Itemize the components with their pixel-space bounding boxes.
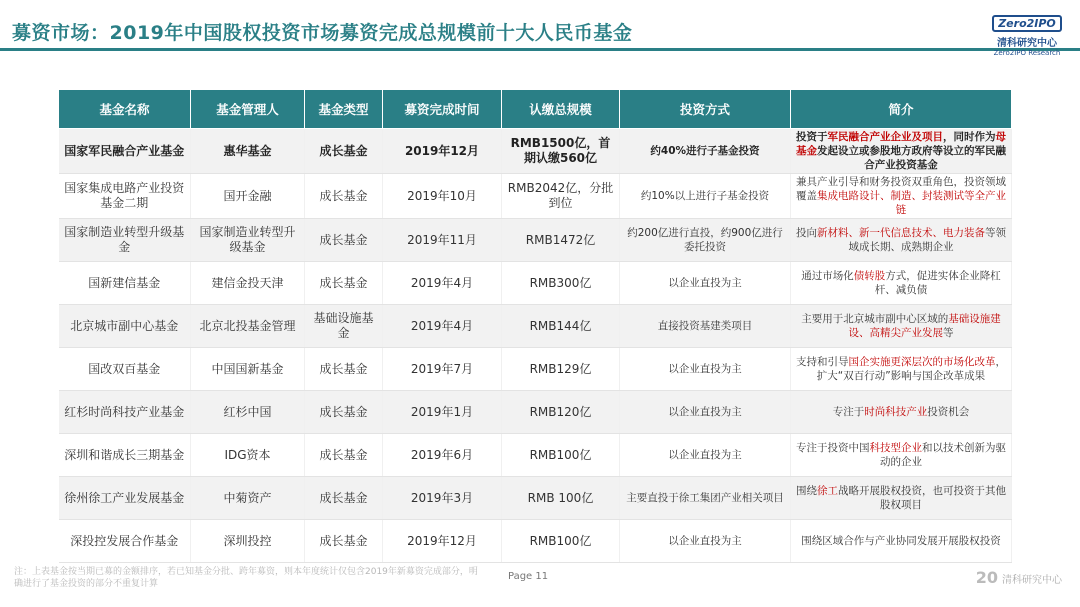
cell-size: RMB144亿: [502, 305, 620, 348]
cell-method: 约200亿进行直投，约900亿进行委托投资: [620, 219, 791, 262]
cell-date: 2019年4月: [383, 305, 502, 348]
column-header: 基金类型: [305, 90, 383, 129]
column-header: 投资方式: [620, 90, 791, 129]
cell-manager: 北京北投基金管理: [191, 305, 305, 348]
desc-text: 专注于投资中国: [796, 442, 870, 454]
cell-date: 2019年4月: [383, 262, 502, 305]
cell-manager: 红杉中国: [191, 391, 305, 434]
table-row: [59, 262, 1012, 305]
table-row: [59, 219, 1012, 262]
highlight-text: 集成电路设计、制造、封装测试等全产业链: [817, 190, 1006, 216]
footer-logo: [976, 568, 1062, 587]
cell-manager: 国开金融: [191, 174, 305, 219]
page-number: Page 11: [508, 571, 549, 582]
cell-type: 成长基金: [305, 434, 383, 477]
desc-text: 投向: [796, 227, 817, 239]
desc-text: 兼具产业引导和财务投资双重角色，投资领域覆盖: [796, 176, 1006, 202]
cell-method: 约40%进行子基金投资: [620, 129, 791, 174]
cell-name: 国家制造业转型升级基金: [59, 219, 191, 262]
cell-method: 以企业直投为主: [620, 348, 791, 391]
cell-manager: 中国国新基金: [191, 348, 305, 391]
cell-manager: 深圳投控: [191, 520, 305, 563]
cell-type: 成长基金: [305, 219, 383, 262]
highlight-text: 军民融合产业企业及项目: [827, 131, 943, 143]
highlight-text: 国企实施更深层次的市场化改革: [848, 356, 996, 368]
cell-name: 国家军民融合产业基金: [59, 129, 191, 174]
desc-text: 和以技术创新为驱动的企业: [880, 442, 1006, 468]
page-title: 募资市场：2019年中国股权投资市场募资完成总规模前十大人民币基金: [12, 22, 633, 44]
column-header: 基金管理人: [191, 90, 305, 129]
cell-size: RMB120亿: [502, 391, 620, 434]
cell-date: 2019年10月: [383, 174, 502, 219]
desc-text: 围绕: [796, 485, 817, 497]
highlight-text: 新材料、新一代信息技术、电力装备: [817, 227, 985, 239]
cell-type: 成长基金: [305, 477, 383, 520]
fund-table: [58, 89, 1012, 563]
cell-name: 国新建信基金: [59, 262, 191, 305]
table-row: [59, 305, 1012, 348]
cell-type: 成长基金: [305, 391, 383, 434]
cell-manager: 惠华基金: [191, 129, 305, 174]
desc-text: 投资机会: [927, 406, 970, 418]
cell-desc: [791, 477, 1012, 520]
desc-text: ，扩大“双百行动”影响与国企改革成果: [816, 356, 1006, 382]
logo-cn-text: 清科研究中心: [997, 38, 1057, 49]
cell-type: 成长基金: [305, 129, 383, 174]
cell-size: RMB2042亿，分批到位: [502, 174, 620, 219]
cell-size: RMB100亿: [502, 434, 620, 477]
logo-badge: Zero2IPO: [992, 15, 1062, 32]
cell-size: RMB1500亿，首期认缴560亿: [502, 129, 620, 174]
column-header: 认缴总规模: [502, 90, 620, 129]
cell-date: 2019年1月: [383, 391, 502, 434]
cell-desc: [791, 391, 1012, 434]
highlight-text: 母基金: [796, 131, 1006, 157]
cell-desc: [791, 219, 1012, 262]
desc-text: 战略开展股权投资，也可投资于其他股权项目: [838, 485, 1006, 511]
footer-logo-text: 清科研究中心: [1002, 575, 1062, 586]
cell-size: RMB100亿: [502, 520, 620, 563]
cell-name: 深投控发展合作基金: [59, 520, 191, 563]
desc-text: ，同时作为: [943, 131, 996, 143]
column-header: 基金名称: [59, 90, 191, 129]
cell-type: 成长基金: [305, 174, 383, 219]
cell-size: RMB1472亿: [502, 219, 620, 262]
cell-desc: [791, 174, 1012, 219]
cell-size: RMB 100亿: [502, 477, 620, 520]
desc-text: 等: [943, 327, 954, 339]
cell-method: 以企业直投为主: [620, 262, 791, 305]
cell-name: 国家集成电路产业投资基金二期: [59, 174, 191, 219]
table-row: [59, 129, 1012, 174]
column-header: 简介: [791, 90, 1012, 129]
cell-date: 2019年12月: [383, 129, 502, 174]
cell-method: 主要直投于徐工集团产业相关项目: [620, 477, 791, 520]
cell-type: 成长基金: [305, 348, 383, 391]
desc-text: 围绕区域合作与产业协同发展开展股权投资: [801, 535, 1001, 547]
cell-method: 以企业直投为主: [620, 520, 791, 563]
cell-manager: IDG资本: [191, 434, 305, 477]
cell-desc: [791, 305, 1012, 348]
highlight-text: 徐工: [817, 485, 838, 497]
cell-name: 深圳和谐成长三期基金: [59, 434, 191, 477]
cell-date: 2019年6月: [383, 434, 502, 477]
cell-desc: [791, 348, 1012, 391]
cell-method: 直接投资基建类项目: [620, 305, 791, 348]
cell-method: 以企业直投为主: [620, 434, 791, 477]
cell-name: 国改双百基金: [59, 348, 191, 391]
desc-text: 专注于: [832, 406, 865, 418]
table-row: [59, 391, 1012, 434]
cell-desc: [791, 129, 1012, 174]
table-row: [59, 174, 1012, 219]
highlight-text: 科技型企业: [869, 442, 922, 454]
cell-type: 成长基金: [305, 520, 383, 563]
highlight-text: 时尚科技产业: [864, 406, 928, 418]
footnote: 注：上表基金按当期已募的金额排序，若已知基金分批、跨年募资，则本年度统计仅包含2019年新募资完成部分，明确进行了基金投资的部分不重复计算: [14, 567, 478, 589]
cell-method: 以企业直投为主: [620, 391, 791, 434]
cell-date: 2019年7月: [383, 348, 502, 391]
table-row: [59, 477, 1012, 520]
desc-text: 主要用于北京城市副中心区域的: [801, 313, 949, 325]
table-row: [59, 348, 1012, 391]
logo-en-text: Zero2IPO Research: [993, 49, 1061, 57]
cell-name: 红杉时尚科技产业基金: [59, 391, 191, 434]
cell-type: 成长基金: [305, 262, 383, 305]
desc-text: 支持和引导: [796, 356, 849, 368]
title-divider: [0, 48, 1080, 51]
highlight-text: 基础设施建设、高精尖产业发展: [848, 313, 1001, 339]
cell-date: 2019年3月: [383, 477, 502, 520]
footer-logo-mark: 20: [975, 568, 998, 587]
cell-date: 2019年12月: [383, 520, 502, 563]
cell-desc: [791, 520, 1012, 563]
cell-date: 2019年11月: [383, 219, 502, 262]
column-header: 募资完成时间: [383, 90, 502, 129]
table-row: [59, 434, 1012, 477]
cell-name: 北京城市副中心基金: [59, 305, 191, 348]
cell-name: 徐州徐工产业发展基金: [59, 477, 191, 520]
table-header-row: [59, 90, 1012, 129]
cell-method: 约10%以上进行子基金投资: [620, 174, 791, 219]
cell-manager: 中菊资产: [191, 477, 305, 520]
cell-size: RMB300亿: [502, 262, 620, 305]
cell-size: RMB129亿: [502, 348, 620, 391]
logo: [992, 12, 1062, 57]
desc-text: 投资于: [796, 131, 828, 143]
highlight-text: 债转股: [853, 270, 886, 282]
desc-text: 方式，促进实体企业降杠杆、减负债: [874, 270, 1001, 296]
cell-type: 基础设施基金: [305, 305, 383, 348]
cell-manager: 国家制造业转型升级基金: [191, 219, 305, 262]
cell-manager: 建信金投天津: [191, 262, 305, 305]
cell-desc: [791, 434, 1012, 477]
desc-text: 发起设立或参股地方政府等设立的军民融合产业投资基金: [817, 145, 1006, 171]
desc-text: 等领域成长期、成熟期企业: [848, 227, 1006, 253]
table-row: [59, 520, 1012, 563]
desc-text: 通过市场化: [801, 270, 854, 282]
cell-desc: [791, 262, 1012, 305]
